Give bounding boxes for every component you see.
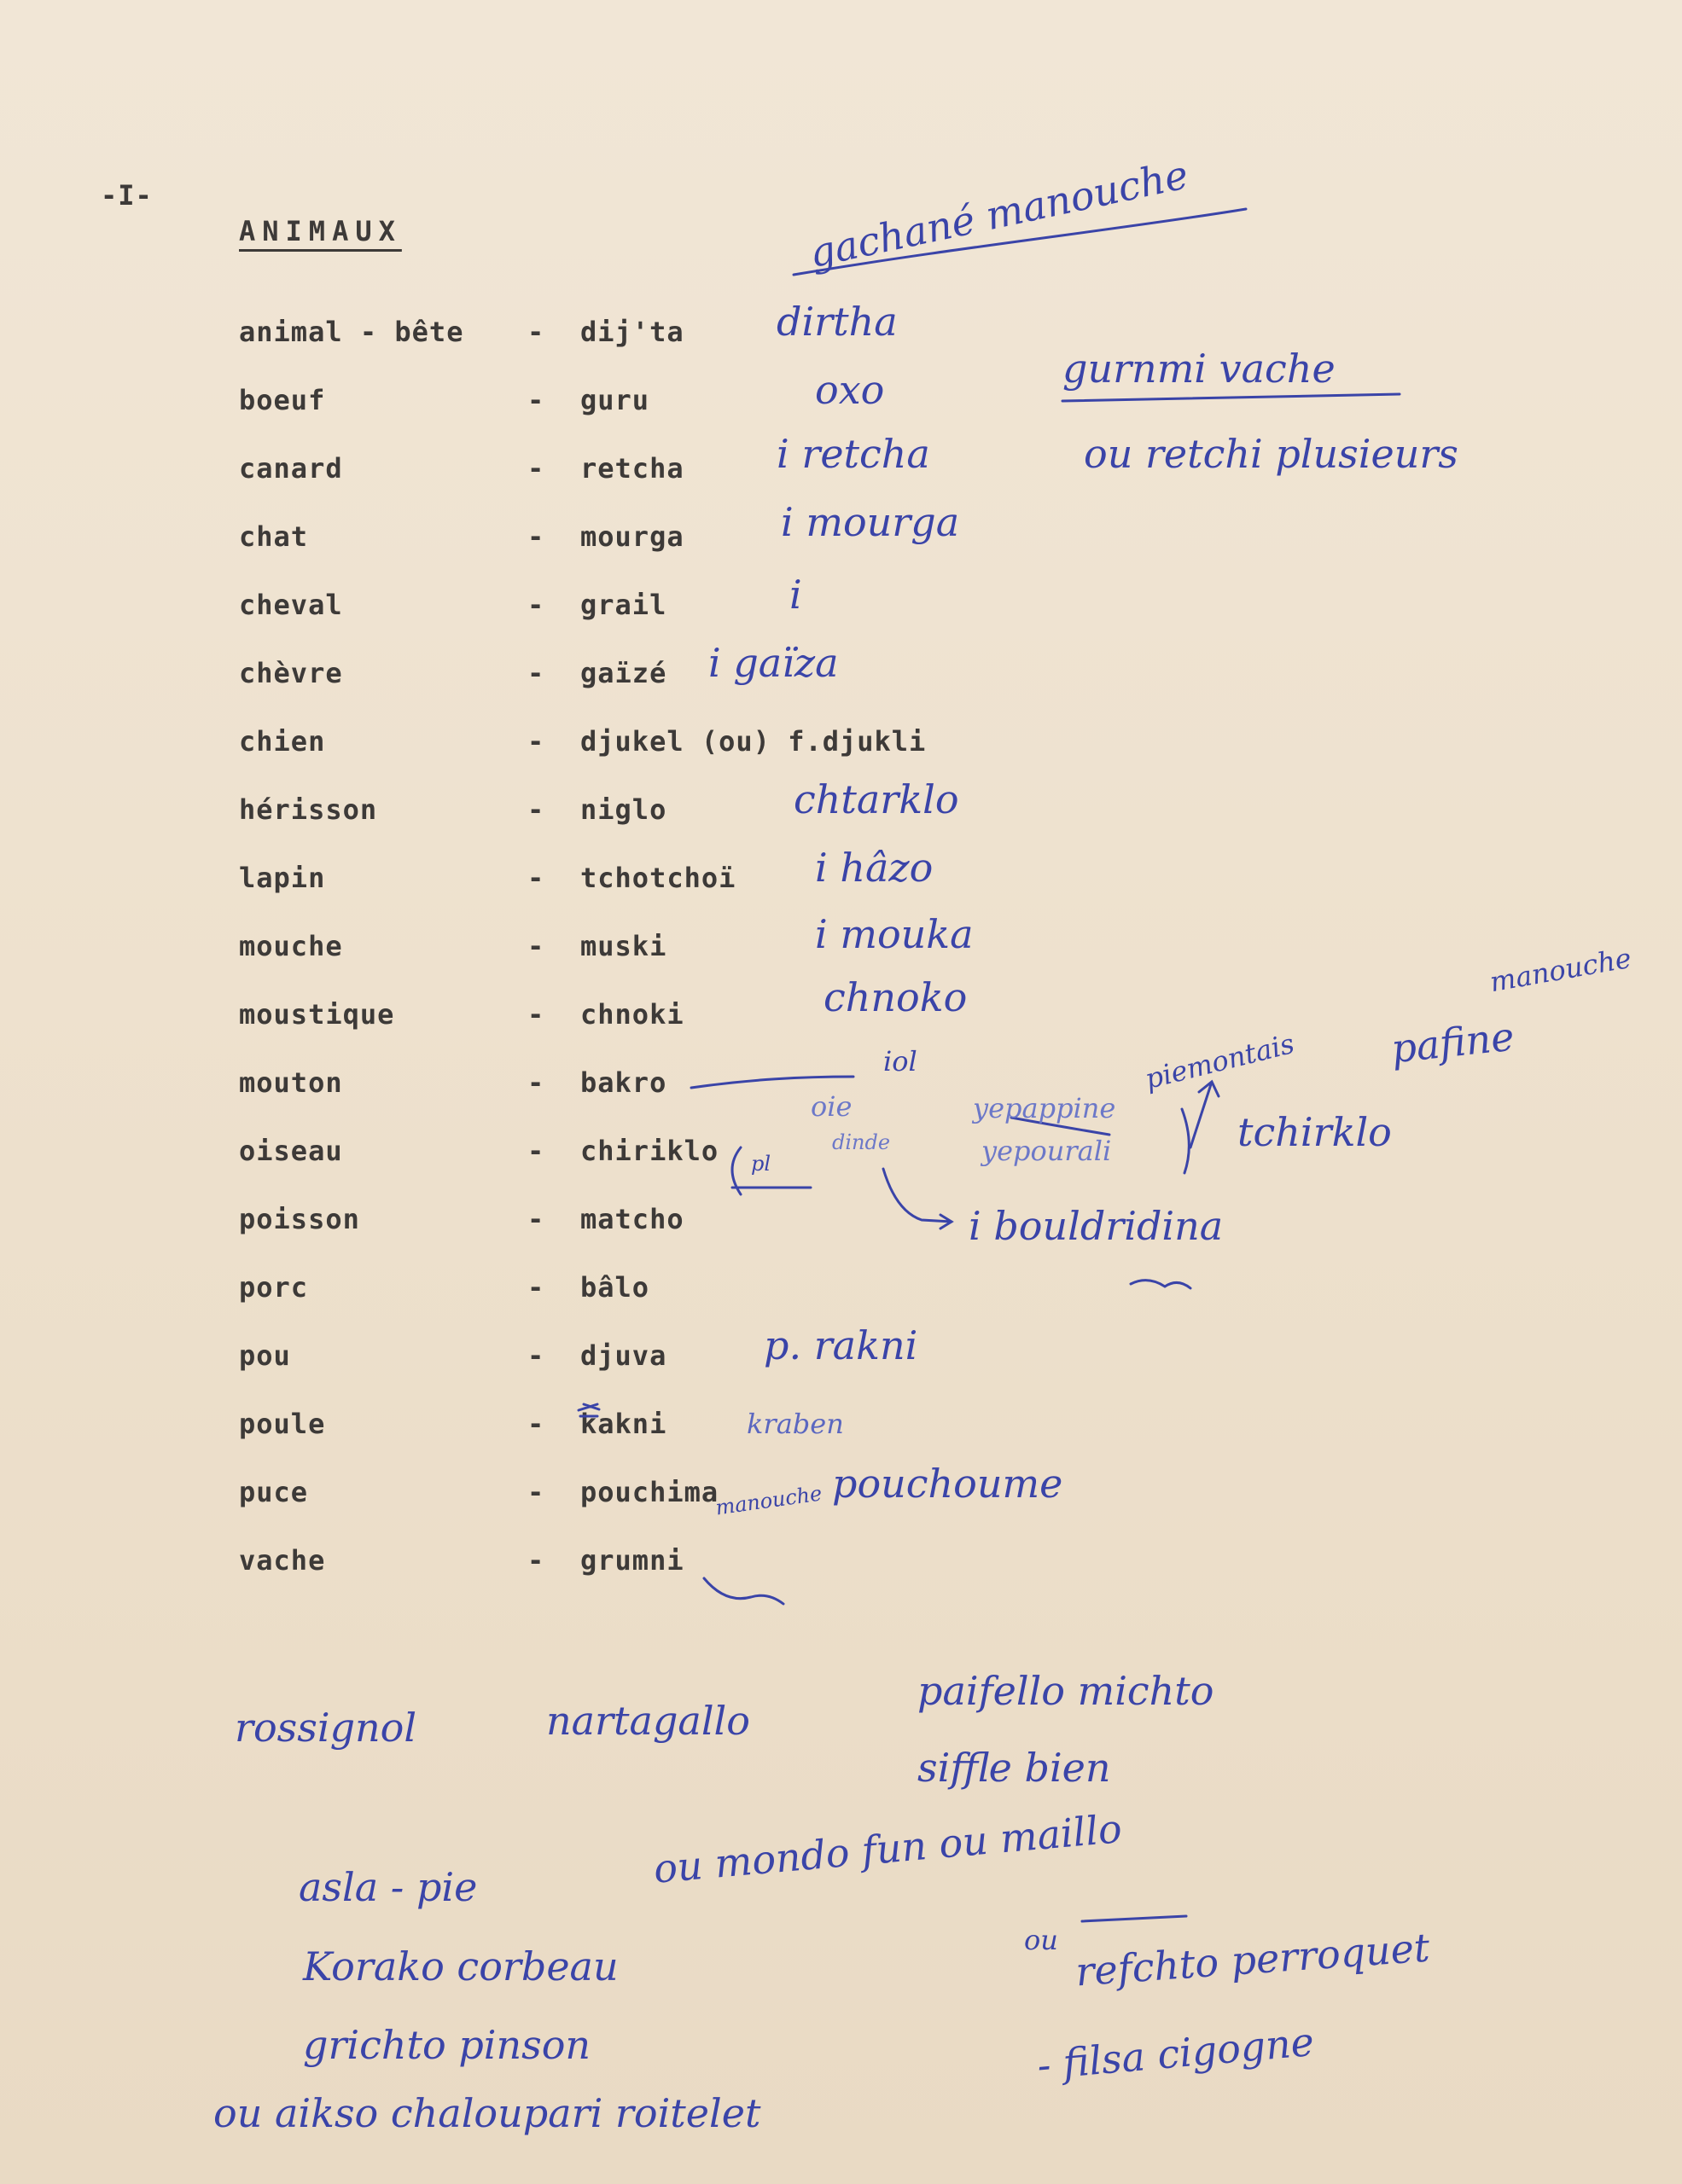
separator-dash: - — [527, 316, 545, 348]
handwritten-note: dirtha — [777, 299, 898, 345]
kakni-mark — [579, 1404, 599, 1416]
handwritten-note: p. rakni — [764, 1322, 918, 1368]
french-word: poisson — [239, 1203, 360, 1235]
romani-word: kakni — [580, 1408, 667, 1440]
french-word: canard — [239, 452, 343, 485]
handwritten-note: gurnmi vache — [1062, 346, 1336, 392]
mouton-stroke — [691, 1077, 853, 1088]
romani-word: muski — [580, 930, 667, 962]
separator-dash: - — [527, 930, 545, 962]
page-number: -I- — [101, 179, 153, 212]
vache-underline — [1062, 394, 1400, 401]
handwritten-note: grichto pinson — [303, 2022, 591, 2068]
handwritten-note: pafine — [1388, 1013, 1516, 1072]
french-word: boeuf — [239, 384, 326, 416]
handwritten-note: oie — [811, 1090, 853, 1123]
handwritten-note: piemontais — [1142, 1026, 1298, 1096]
french-word: cheval — [239, 589, 343, 621]
handwritten-note: rossignol — [235, 1705, 417, 1751]
handwritten-note: asla - pie — [299, 1864, 478, 1910]
vache-squiggle — [704, 1578, 783, 1604]
handwritten-note: kraben — [747, 1408, 844, 1440]
separator-dash: - — [527, 384, 545, 416]
separator-dash: - — [527, 793, 545, 826]
handwritten-note: oxo — [815, 367, 885, 413]
handwritten-note: ou — [1024, 1924, 1058, 1956]
handwritten-note: paifello michto — [917, 1668, 1214, 1714]
romani-word: pouchima — [580, 1476, 719, 1508]
handwritten-note: i bouldridina — [969, 1203, 1224, 1249]
french-word: puce — [239, 1476, 309, 1508]
romani-word: tchotchoï — [580, 862, 736, 894]
handwritten-note: i — [789, 572, 802, 618]
handwritten-note: ou mondo fun ou maillo — [651, 1805, 1124, 1892]
romani-word: djuva — [580, 1339, 667, 1372]
separator-dash: - — [527, 1203, 545, 1235]
strikethrough — [1082, 1916, 1186, 1921]
french-word: chèvre — [239, 657, 343, 689]
handwritten-note: i gaïza — [708, 640, 839, 686]
separator-dash: - — [527, 657, 545, 689]
romani-word: guru — [580, 384, 650, 416]
romani-word: retcha — [580, 452, 684, 485]
separator-dash: - — [527, 1135, 545, 1167]
handwritten-note: - filsa cigogne — [1035, 2018, 1316, 2089]
handwritten-note: ou aikso chaloupari roitelet — [213, 2090, 761, 2136]
page-title: ANIMAUX — [239, 215, 402, 247]
handwritten-note: chtarklo — [794, 776, 959, 822]
handwritten-note: i hâzo — [815, 845, 934, 891]
arrow-up-icon — [1190, 1082, 1219, 1147]
separator-dash: - — [527, 1476, 545, 1508]
french-word: porc — [239, 1271, 309, 1304]
french-word: oiseau — [239, 1135, 343, 1167]
handwritten-note: Korako corbeau — [303, 1943, 619, 1989]
bouldridina-squiggle — [1131, 1281, 1190, 1288]
romani-word: bakro — [580, 1066, 667, 1099]
handwritten-note: nartagallo — [546, 1698, 750, 1744]
handwritten-note: pl — [751, 1152, 771, 1176]
handwritten-note: dinde — [832, 1130, 891, 1154]
handwritten-note: siffle bien — [917, 1745, 1111, 1791]
bracket-right — [1182, 1109, 1189, 1173]
french-word: chat — [239, 520, 309, 553]
handwritten-note: iol — [883, 1045, 917, 1077]
separator-dash: - — [527, 452, 545, 485]
french-word: mouche — [239, 930, 343, 962]
french-word: poule — [239, 1408, 326, 1440]
handwritten-note: manouche — [1487, 941, 1634, 999]
romani-word: dij'ta — [580, 316, 684, 348]
separator-dash: - — [527, 862, 545, 894]
handwritten-note: refchto perroquet — [1074, 1924, 1431, 1995]
separator-dash: - — [527, 1271, 545, 1304]
french-word: animal - bête — [239, 316, 464, 348]
romani-word: chiriklo — [580, 1135, 719, 1167]
handwritten-note: ou retchi plusieurs — [1084, 431, 1458, 477]
handwritten-note: yepappine — [973, 1092, 1116, 1124]
french-word: mouton — [239, 1066, 343, 1099]
handwritten-note: i mourga — [781, 499, 960, 545]
handwritten-note: i mouka — [815, 911, 974, 957]
french-word: lapin — [239, 862, 326, 894]
french-word: pou — [239, 1339, 291, 1372]
separator-dash: - — [527, 520, 545, 553]
separator-dash: - — [527, 589, 545, 621]
romani-word: bâlo — [580, 1271, 650, 1304]
romani-word: matcho — [580, 1203, 684, 1235]
separator-dash: - — [527, 1544, 545, 1577]
french-word: moustique — [239, 998, 395, 1031]
handwritten-note: pouchoume — [832, 1461, 1063, 1507]
handwritten-note: manouche — [713, 1481, 824, 1520]
separator-dash: - — [527, 1066, 545, 1099]
french-word: hérisson — [239, 793, 378, 826]
arrow-right-icon — [883, 1169, 952, 1228]
french-word: chien — [239, 725, 326, 758]
handwritten-header: gachané manouche — [805, 151, 1192, 276]
romani-word: niglo — [580, 793, 667, 826]
romani-word: grumni — [580, 1544, 684, 1577]
separator-dash: - — [527, 998, 545, 1031]
romani-word: gaïzé — [580, 657, 667, 689]
handwritten-note: tchirklo — [1237, 1109, 1392, 1155]
handwritten-note: yepourali — [981, 1135, 1112, 1167]
handwritten-note: i retcha — [777, 431, 930, 477]
separator-dash: - — [527, 1339, 545, 1372]
handwritten-note: chnoko — [824, 974, 968, 1020]
romani-word: djukel (ou) f.djukli — [580, 725, 927, 758]
romani-word: grail — [580, 589, 667, 621]
separator-dash: - — [527, 1408, 545, 1440]
separator-dash: - — [527, 725, 545, 758]
french-word: vache — [239, 1544, 326, 1577]
romani-word: chnoki — [580, 998, 684, 1031]
romani-word: mourga — [580, 520, 684, 553]
